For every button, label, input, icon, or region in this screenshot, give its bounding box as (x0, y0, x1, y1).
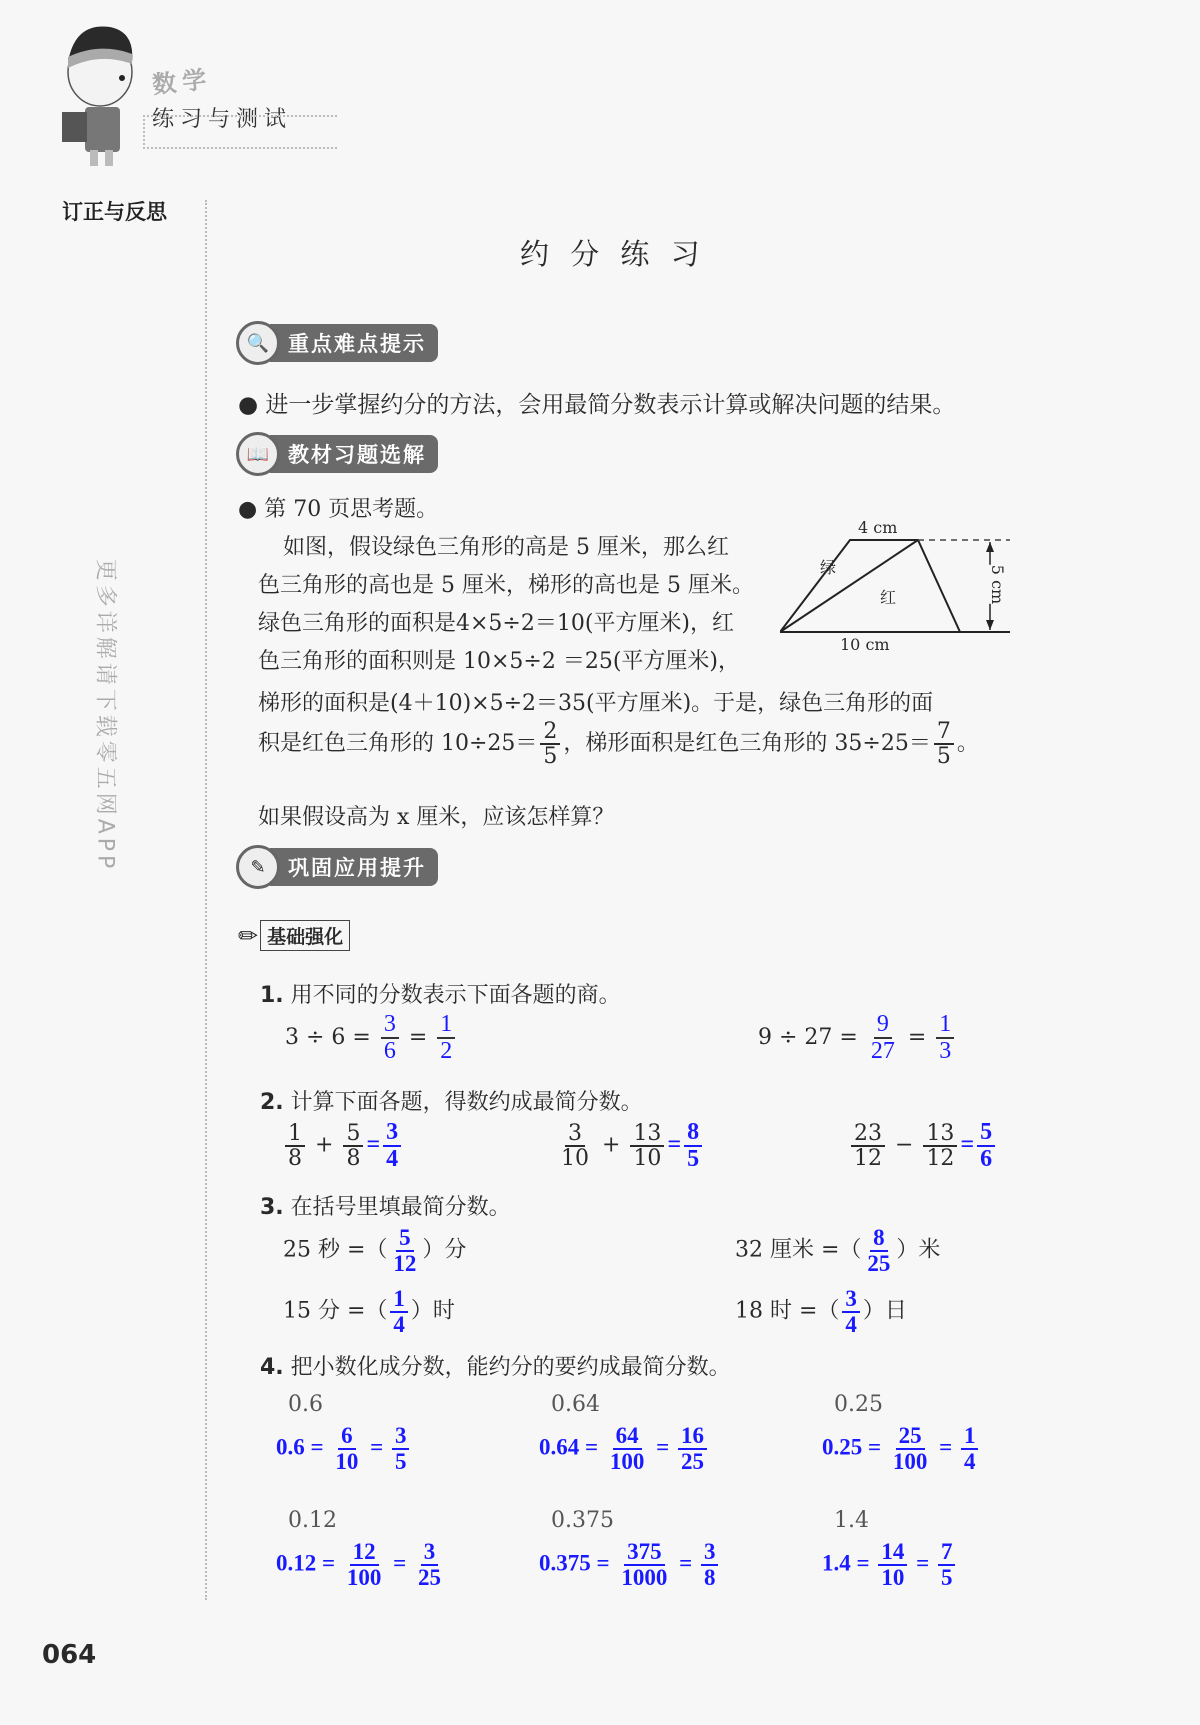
answer-fraction (437, 1012, 455, 1064)
fraction (890, 1424, 931, 1474)
fraction (977, 1120, 995, 1172)
numerator: 13 (923, 1122, 957, 1147)
bottom-base-label: 10 cm (840, 635, 890, 654)
answer-equals: = (960, 1131, 975, 1158)
q4-decimal: 0.25 (834, 1392, 883, 1417)
numerator: 14 (878, 1540, 907, 1566)
answer-equals: = (366, 1131, 381, 1158)
denominator: 12 (854, 1145, 882, 1171)
question-4 (260, 1350, 731, 1381)
numerator: 6 (338, 1424, 356, 1450)
numerator: 5 (343, 1122, 363, 1147)
text: ）时 (410, 1298, 455, 1324)
numerator: 3 (383, 1120, 401, 1147)
question-text: 用不同的分数表示下面各题的商。 (290, 983, 621, 1008)
fraction (390, 1226, 419, 1276)
operator: + (602, 1132, 621, 1158)
denominator: 10 (335, 1449, 359, 1475)
fraction (392, 1424, 410, 1474)
textbook-item-text: 第 70 页思考题。 (264, 497, 439, 522)
expr: 9 ÷ 27 = (758, 1025, 858, 1051)
numerator: 5 (977, 1120, 995, 1147)
section-header-textbook (236, 437, 438, 471)
numerator: 8 (870, 1226, 888, 1252)
text: 32 厘米 =（ (735, 1237, 862, 1263)
q4-decimal: 0.6 (288, 1392, 323, 1417)
denominator: 5 (936, 744, 951, 770)
numerator: 5 (396, 1226, 414, 1252)
trapezoid-diagram (780, 470, 1080, 654)
lhs: 0.64 = (539, 1434, 599, 1460)
page-title: 约 分 练 习 (520, 237, 706, 271)
pencil-icon: ✏ (238, 921, 259, 950)
lhs: 0.25 = (822, 1434, 882, 1460)
lhs: 0.12 = (276, 1550, 336, 1576)
numerator: 7 (934, 720, 954, 745)
margin-label: 订正与反思 (62, 200, 167, 224)
fraction (332, 1424, 361, 1474)
numerator: 1 (285, 1122, 305, 1147)
answer-fraction (936, 1012, 954, 1064)
book-icon: 📖 (236, 432, 280, 476)
section-title: 教材习题选解 (270, 435, 438, 473)
para-line (258, 720, 979, 768)
q4-answer: 0.25 = $\frac{25}{100}$ = $\frac{1}{4}$ (822, 1424, 981, 1474)
text: ）米 (896, 1237, 941, 1263)
watermark: 更多详解请下载零五网APP (92, 558, 118, 873)
numerator: 3 (421, 1540, 439, 1566)
fraction (938, 1540, 956, 1590)
question-text: 把小数化成分数，能约分的要约成最简分数。 (290, 1355, 731, 1380)
mascot-illustration (50, 12, 145, 172)
section-header-apply (236, 850, 438, 884)
numerator: 23 (851, 1122, 885, 1147)
para-line: 梯形的面积是(4＋10)×5÷2＝35(平方厘米)。于是，绿色三角形的面 (258, 691, 934, 716)
fraction (923, 1122, 957, 1170)
denominator: 27 (870, 1038, 895, 1065)
q4-answer: 0.6 = $\frac{6}{10}$ = $\frac{3}{5}$ (276, 1424, 412, 1474)
fraction (540, 720, 560, 768)
lhs: 1.4 = (822, 1550, 870, 1576)
q2-item (848, 1120, 998, 1172)
section-header-key-points (236, 326, 438, 360)
denominator: 10 (633, 1145, 662, 1171)
fraction (678, 1424, 707, 1474)
text: ）日 (862, 1298, 907, 1324)
question-text: 计算下面各题，得数约成最简分数。 (290, 1090, 643, 1115)
question-number: 1. (260, 983, 284, 1008)
para-line: 色三角形的面积则是 10×5÷2 ＝25(平方厘米)， (258, 649, 741, 674)
fraction (630, 1122, 664, 1170)
denominator: 25 (417, 1565, 441, 1591)
numerator: 3 (701, 1540, 719, 1566)
denominator: 5 (394, 1449, 407, 1475)
fraction (842, 1287, 860, 1337)
numerator: 16 (678, 1424, 707, 1450)
denominator: 12 (926, 1145, 955, 1171)
numerator: 1 (961, 1424, 979, 1450)
para-line: 如果假设高为 x 厘米，应该怎样算？ (258, 805, 615, 830)
numerator: 3 (392, 1424, 410, 1450)
denominator: 10 (561, 1145, 589, 1171)
magnifier-icon: 🔍 (236, 321, 280, 365)
q4-answer: 0.64 = $\frac{64}{100}$ = $\frac{16}{25}$ (539, 1424, 710, 1474)
denominator: 100 (346, 1565, 382, 1591)
lhs: 0.375 = (539, 1550, 610, 1576)
subsection-title: 基础强化 (260, 920, 350, 951)
denominator: 8 (346, 1145, 361, 1171)
denominator: 12 (393, 1251, 417, 1277)
fraction (684, 1120, 702, 1172)
numerator: 1 (390, 1287, 408, 1313)
numerator: 3 (565, 1122, 585, 1147)
text: 25 秒 =（ (283, 1237, 388, 1263)
page-number: 064 (42, 1640, 97, 1670)
numerator: 12 (350, 1540, 379, 1566)
question-1 (260, 978, 621, 1009)
fraction (934, 720, 954, 768)
denominator: 10 (881, 1565, 905, 1591)
q3-item (283, 1226, 466, 1276)
green-triangle-label: 绿 (820, 558, 837, 577)
fraction (558, 1122, 592, 1170)
denominator: 2 (440, 1038, 453, 1065)
denominator: 4 (963, 1449, 976, 1475)
margin-divider (205, 200, 207, 1600)
denominator: 8 (703, 1565, 716, 1591)
fraction (607, 1424, 648, 1474)
denominator: 8 (288, 1145, 302, 1171)
denominator: 25 (680, 1449, 704, 1475)
text: 积是红色三角形的 10÷25＝ (258, 731, 538, 757)
denominator: 25 (867, 1251, 891, 1277)
para-line: 如图，假设绿色三角形的高是 5 厘米，那么红 (283, 535, 729, 560)
numerator: 2 (540, 720, 560, 745)
text: ）分 (422, 1237, 467, 1263)
q4-answer: 0.375 = $\frac{375}{1000}$ = $\frac{3}{8}$ (539, 1540, 721, 1590)
denominator: 4 (386, 1146, 399, 1173)
text: 18 时 =（ (735, 1298, 840, 1324)
denominator: 3 (939, 1038, 952, 1065)
operator: + (315, 1132, 334, 1158)
denominator: 100 (892, 1449, 928, 1475)
subject-label: 数学 (150, 64, 214, 100)
answer-fraction (868, 1012, 898, 1064)
q2-item (282, 1120, 404, 1172)
red-triangle-label: 红 (880, 588, 897, 607)
q4-answer: 1.4 = $\frac{14}{10}$ = $\frac{7}{5}$ (822, 1540, 958, 1590)
denominator: 1000 (621, 1565, 668, 1591)
fraction (285, 1122, 305, 1170)
fraction (618, 1540, 670, 1590)
denominator: 4 (845, 1312, 857, 1338)
text: ，梯形面积是红色三角形的 35÷25＝ (563, 731, 931, 757)
numerator: 13 (630, 1122, 664, 1147)
key-point-text: 进一步掌握约分的方法，会用最简分数表示计算或解决问题的结果。 (265, 392, 956, 418)
question-number: 4. (260, 1355, 284, 1380)
q3-item (735, 1287, 907, 1337)
key-point-bullet: ● 进一步掌握约分的方法，会用最简分数表示计算或解决问题的结果。 (238, 392, 956, 418)
denominator: 4 (393, 1312, 405, 1338)
numerator: 1 (437, 1012, 455, 1039)
q4-decimal: 0.12 (288, 1508, 337, 1533)
height-label: 5 cm (988, 564, 1008, 605)
question-2 (260, 1085, 643, 1116)
para-line: 色三角形的高也是 5 厘米，梯形的高也是 5 厘米。 (258, 573, 754, 598)
denominator: 5 (687, 1146, 700, 1173)
q1-b: 9 ÷ 27 = $\frac{9}{27}$ = $\frac{1}{3}$ (758, 1012, 957, 1064)
fraction (343, 1122, 363, 1170)
book-title: 练习与测试 (152, 107, 293, 132)
text: 15 分 =（ (283, 1298, 388, 1324)
question-3 (260, 1190, 511, 1221)
top-base-label: 4 cm (858, 518, 898, 537)
numerator: 64 (613, 1424, 642, 1450)
numerator: 25 (896, 1424, 925, 1450)
q4-decimal: 0.64 (551, 1392, 600, 1417)
fraction (390, 1287, 408, 1337)
question-text: 在括号里填最简分数。 (290, 1195, 511, 1220)
text: 。 (956, 731, 979, 757)
operator: − (895, 1132, 914, 1158)
fraction (415, 1540, 444, 1590)
fraction (851, 1122, 885, 1170)
q3-item (735, 1226, 940, 1276)
fraction (961, 1424, 979, 1474)
subsection-label (238, 920, 350, 951)
q4-answer: 0.12 = $\frac{12}{100}$ = $\frac{3}{25}$ (276, 1540, 447, 1590)
textbook-item: ● 第 70 页思考题。 (238, 497, 439, 522)
question-number: 2. (260, 1090, 284, 1115)
denominator: 5 (940, 1565, 953, 1591)
numerator: 375 (624, 1540, 665, 1566)
numerator: 3 (842, 1287, 860, 1313)
denominator: 100 (609, 1449, 645, 1475)
numerator: 1 (936, 1012, 954, 1039)
q4-decimal: 1.4 (834, 1508, 869, 1533)
expr: 3 ÷ 6 = (285, 1025, 371, 1051)
pencil-ruler-icon: ✎ (236, 845, 280, 889)
para-line: 绿色三角形的面积是4×5÷2＝10(平方厘米)，红 (258, 611, 735, 636)
q2-item (555, 1120, 705, 1172)
fraction (701, 1540, 719, 1590)
q1-a: 3 ÷ 6 = $\frac{3}{6}$ = $\frac{1}{2}$ (285, 1012, 458, 1064)
fraction (878, 1540, 907, 1590)
question-number: 3. (260, 1195, 284, 1220)
denominator: 5 (543, 744, 558, 770)
numerator: 3 (381, 1012, 399, 1039)
q3-item (283, 1287, 455, 1337)
section-title: 巩固应用提升 (270, 848, 438, 886)
answer-fraction (381, 1012, 399, 1064)
answer-equals: = (667, 1131, 682, 1158)
denominator: 6 (383, 1038, 396, 1065)
title-dotted-frame (143, 115, 337, 149)
fraction (864, 1226, 893, 1276)
section-title: 重点难点提示 (270, 324, 438, 362)
denominator: 6 (980, 1146, 993, 1173)
fraction (344, 1540, 385, 1590)
fraction (383, 1120, 401, 1172)
q4-decimal: 0.375 (551, 1508, 614, 1533)
lhs: 0.6 = (276, 1434, 324, 1460)
numerator: 7 (938, 1540, 956, 1566)
numerator: 8 (684, 1120, 702, 1147)
numerator: 9 (874, 1012, 892, 1039)
